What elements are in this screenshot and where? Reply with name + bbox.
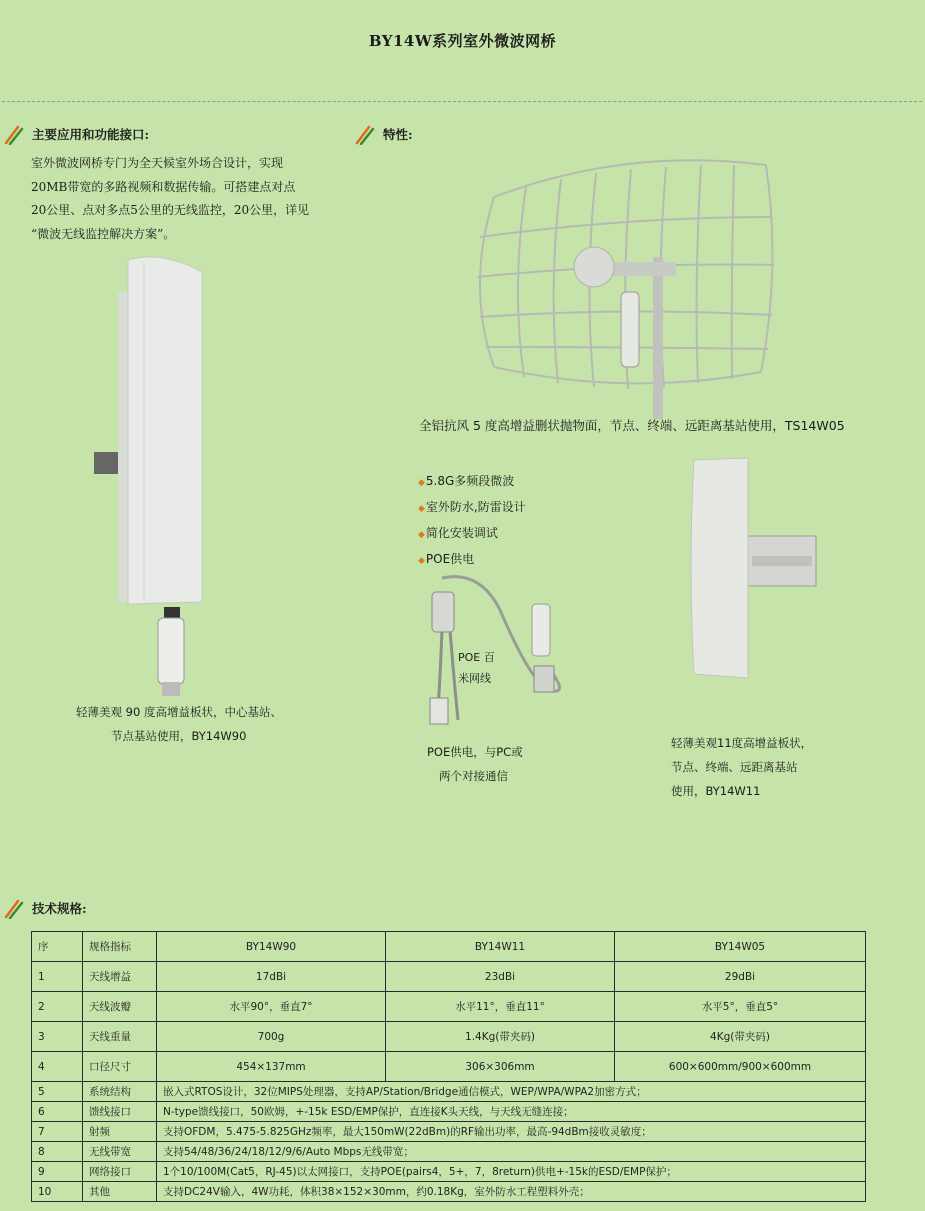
table-cell: 天线增益 xyxy=(83,962,157,992)
panel90-caption-line: 节点基站使用，BY14W90 xyxy=(111,729,247,743)
table-cell: 1 xyxy=(32,962,83,992)
table-cell: 4 xyxy=(32,1052,83,1082)
header-cell: 规格指标 xyxy=(83,932,157,962)
table-row xyxy=(32,1052,866,1082)
main-app-heading-text: 主要应用和功能接口: xyxy=(32,127,150,142)
page-title: BY14W系列室外微波网桥 xyxy=(368,32,557,50)
table-cell: 29dBi xyxy=(615,962,866,992)
table-cell: 1.4Kg(带夹码) xyxy=(386,1022,615,1052)
poe-label-line: 米网线 xyxy=(458,672,491,685)
table-cell: 10 xyxy=(32,1182,83,1202)
main-app-heading xyxy=(4,123,149,145)
table-row xyxy=(32,1102,866,1122)
table-cell: 天线波瓣 xyxy=(83,992,157,1022)
table-cell: 口径尺寸 xyxy=(83,1052,157,1082)
table-cell: 700g xyxy=(157,1022,386,1052)
table-cell: 5 xyxy=(32,1082,83,1102)
spec-table xyxy=(31,931,866,1202)
main-app-description xyxy=(31,152,309,246)
features-heading-text: 特性: xyxy=(383,127,413,142)
table-cell: 306×306mm xyxy=(386,1052,615,1082)
table-row xyxy=(32,992,866,1022)
grid-antenna-image xyxy=(476,157,776,419)
poe-caption-line: POE供电，与PC或 xyxy=(427,745,523,759)
table-cell: 8 xyxy=(32,1142,83,1162)
header-cell: BY14W05 xyxy=(615,932,866,962)
panel90-caption xyxy=(76,700,282,748)
feature-item-text: 室外防水,防雷设计 xyxy=(425,500,526,514)
table-cell: 水平11°，垂直11° xyxy=(386,992,615,1022)
poe-label-line: POE 百 xyxy=(458,651,495,664)
poe-caption xyxy=(427,740,523,788)
table-row xyxy=(32,962,866,992)
spec-heading xyxy=(4,897,87,919)
table-cell: 嵌入式RTOS设计，32位MIPS处理器，支持AP/Station/Bridge通信模式，WEP/WPA/WPA2加密方式； xyxy=(157,1082,866,1102)
panel11-caption-line: 使用，BY14W11 xyxy=(671,784,761,798)
panel11-caption xyxy=(671,731,812,803)
pencil-icon xyxy=(355,123,375,145)
table-row xyxy=(32,1142,866,1162)
poe-caption-line: 两个对接通信 xyxy=(439,769,508,783)
feature-item xyxy=(418,521,526,547)
feature-item-text: 简化安装调试 xyxy=(425,526,498,540)
panel-antenna-90-image xyxy=(92,252,212,702)
table-cell: 支持OFDM，5.475-5.825GHz频率，最大150mW(22dBm)的RF输出功率，最高-94dBm接收灵敏度； xyxy=(157,1122,866,1142)
bullet-icon: ◆ xyxy=(418,478,425,488)
table-cell: 600×600mm/900×600mm xyxy=(615,1052,866,1082)
poe-cable-label xyxy=(458,647,495,689)
feature-item-text: POE供电 xyxy=(425,552,475,566)
table-cell: 其他 xyxy=(83,1182,157,1202)
table-cell: 4Kg(带夹码) xyxy=(615,1022,866,1052)
table-cell: 1个10/100M(Cat5，RJ-45)以太网接口，支持POE(pairs4，5+，7，8return)供电+-15k的ESD/EMP保护； xyxy=(157,1162,866,1182)
table-row xyxy=(32,1162,866,1182)
pencil-icon xyxy=(4,123,24,145)
divider xyxy=(2,101,922,102)
panel11-caption-line: 轻薄美观11度高增益板状， xyxy=(671,736,813,750)
feature-item-text: 5.8G多频段微波 xyxy=(425,474,515,488)
table-header-row xyxy=(32,932,866,962)
table-row xyxy=(32,1082,866,1102)
table-cell: 17dBi xyxy=(157,962,386,992)
table-row xyxy=(32,1022,866,1052)
table-cell: 天线重量 xyxy=(83,1022,157,1052)
table-cell: 射频 xyxy=(83,1122,157,1142)
table-cell: N-type馈线接口，50欧姆，+-15k ESD/EMP保护，直连接K头天线，与天线无缝连接； xyxy=(157,1102,866,1122)
spec-heading-text: 技术规格: xyxy=(32,901,87,916)
header-cell: BY14W90 xyxy=(157,932,386,962)
table-cell: 454×137mm xyxy=(157,1052,386,1082)
grid-antenna-caption: 全铝抗风 5 度高增益删状抛物面，节点、终端、远距离基站使用，TS14W05 xyxy=(419,418,845,433)
pencil-icon xyxy=(4,897,24,919)
table-row xyxy=(32,1122,866,1142)
bullet-icon: ◆ xyxy=(418,530,425,540)
table-cell: 馈线接口 xyxy=(83,1102,157,1122)
table-row xyxy=(32,1182,866,1202)
table-cell: 9 xyxy=(32,1162,83,1182)
panel90-caption-line: 轻薄美观 90 度高增益板状，中心基站、 xyxy=(76,705,282,719)
header-cell: BY14W11 xyxy=(386,932,615,962)
table-cell: 水平90°，垂直7° xyxy=(157,992,386,1022)
table-cell: 7 xyxy=(32,1122,83,1142)
feature-item xyxy=(418,469,526,495)
table-cell: 系统结构 xyxy=(83,1082,157,1102)
table-cell: 水平5°，垂直5° xyxy=(615,992,866,1022)
poe-cable-image xyxy=(420,570,570,740)
description-line: 20MB带宽的多路视频和数据传输。可搭建点对点 xyxy=(31,179,296,194)
table-cell: 3 xyxy=(32,1022,83,1052)
header-cell: 序 xyxy=(32,932,83,962)
panel-antenna-11-image xyxy=(688,456,818,682)
bullet-icon: ◆ xyxy=(418,556,425,566)
table-cell: 支持54/48/36/24/18/12/9/6/Auto Mbps无线带宽； xyxy=(157,1142,866,1162)
table-cell: 网络接口 xyxy=(83,1162,157,1182)
description-line: 室外微波网桥专门为全天候室外场合设计，实现 xyxy=(31,156,284,170)
table-cell: 2 xyxy=(32,992,83,1022)
table-cell: 支持DC24V输入，4W功耗，体积38×152×30mm，约0.18Kg，室外防水工程塑料外壳； xyxy=(157,1182,866,1202)
table-cell: 23dBi xyxy=(386,962,615,992)
description-line: 20公里、点对多点5公里的无线监控，20公里，详见 xyxy=(31,203,310,217)
table-cell: 无线带宽 xyxy=(83,1142,157,1162)
feature-item xyxy=(418,495,526,521)
features-heading xyxy=(355,123,413,145)
table-cell: 6 xyxy=(32,1102,83,1122)
panel11-caption-line: 节点、终端、远距离基站 xyxy=(671,760,798,774)
bullet-icon: ◆ xyxy=(418,504,425,514)
description-line: “微波无线监控解决方案”。 xyxy=(31,226,176,241)
features-list xyxy=(418,469,526,573)
